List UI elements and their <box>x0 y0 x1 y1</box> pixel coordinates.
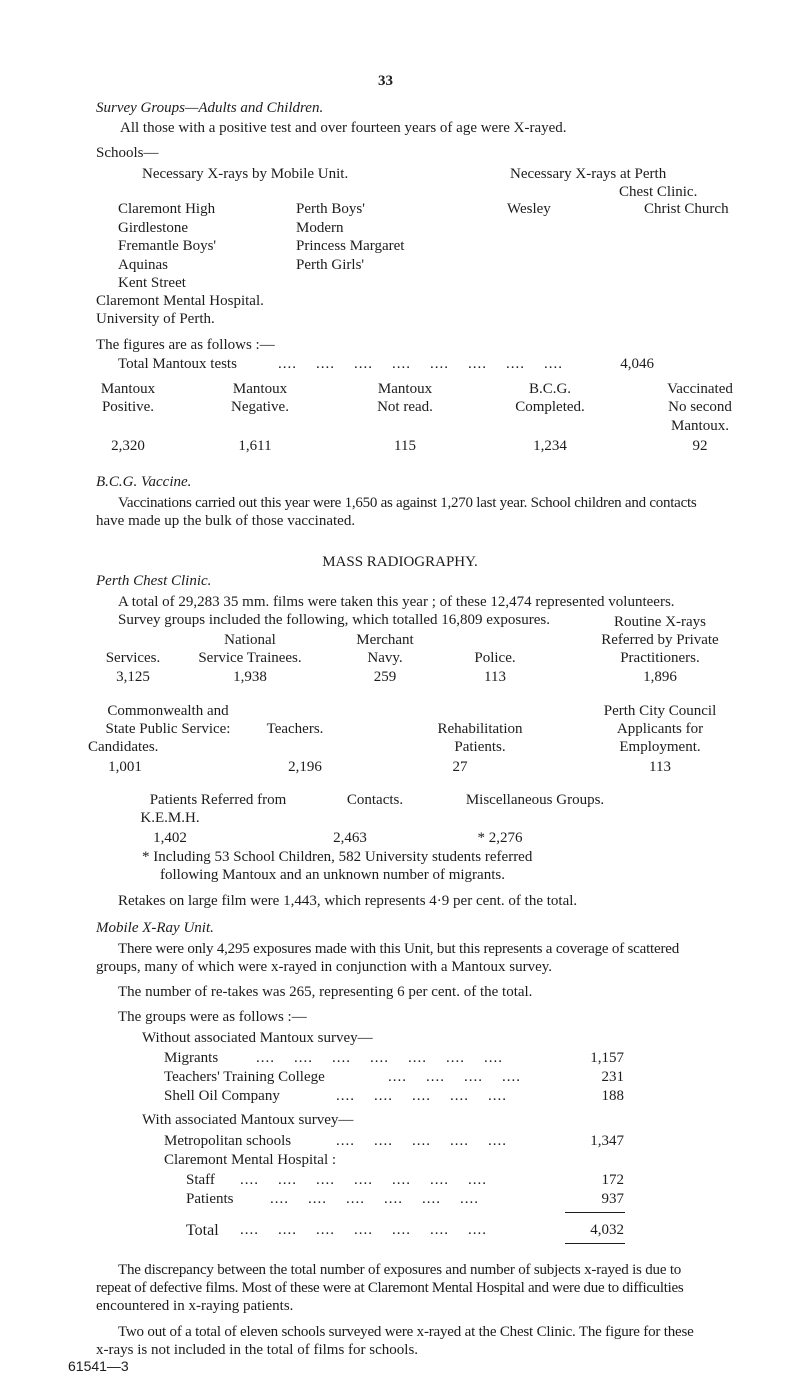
group-header: Patients Referred from <box>149 792 287 808</box>
group-header: Applicants for <box>616 721 704 737</box>
mobile-text-1: There were only 4,295 exposures made with this Unit, but this represents a coverage of scattered <box>118 941 680 957</box>
group-label: Teachers' Training College <box>164 1069 325 1085</box>
mobile-text-2: groups, many of which were x-rayed in conjunction with a Mantoux survey. <box>96 959 552 975</box>
group-value: 113 <box>484 669 506 685</box>
schools-note-1: Two out of a total of eleven schools surveyed were x-rayed at the Chest Clinic. The figure for these <box>118 1324 694 1340</box>
group-value: 1,402 <box>153 830 187 846</box>
dot-leader: .... .... .... .... <box>388 1069 521 1085</box>
discrepancy-text-2: repeat of defective films. Most of these were at Claremont Mental Hospital and were due to difficulties <box>96 1280 684 1296</box>
total-mantoux-label: Total Mantoux tests <box>118 356 237 372</box>
group-value: 1,347 <box>590 1133 624 1149</box>
group-header: Patients. <box>454 739 506 755</box>
total-label: Total <box>186 1222 219 1239</box>
dot-leader: .... .... .... .... .... .... <box>270 1191 479 1207</box>
clinic-heading: Perth Chest Clinic. <box>96 573 212 589</box>
discrepancy-text-1: The discrepancy between the total number of exposures and number of subjects x-rayed is due to <box>118 1262 682 1278</box>
group-header: State Public Service: <box>105 721 231 737</box>
mantoux-value: 2,320 <box>111 438 145 454</box>
mantoux-value: 1,611 <box>238 438 272 454</box>
schools-label: Schools— <box>96 145 159 161</box>
clinic-heading-2: Chest Clinic. <box>619 184 698 200</box>
group-value: 231 <box>601 1069 624 1085</box>
total-rule <box>565 1212 625 1213</box>
mantoux-value: 1,234 <box>533 438 567 454</box>
group-header: Service Trainees. <box>198 650 302 666</box>
mobile-retakes: The number of re-takes was 265, representing 6 per cent. of the total. <box>118 984 533 1000</box>
mobile-heading: Necessary X-rays by Mobile Unit. <box>142 166 349 182</box>
dot-leader: .... .... .... .... .... .... .... <box>256 1050 503 1066</box>
bcg-heading: B.C.G. Vaccine. <box>96 474 192 490</box>
group-label: Staff <box>186 1172 215 1188</box>
dot-leader: .... .... .... .... .... .... .... <box>240 1172 487 1188</box>
group-value: 1,896 <box>643 669 677 685</box>
group-value: 172 <box>601 1172 624 1188</box>
group-header: Teachers. <box>266 721 324 737</box>
mass-radiography-title: MASS RADIOGRAPHY. <box>322 554 478 570</box>
mantoux-header: Completed. <box>515 399 585 415</box>
discrepancy-text-3: encountered in x-raying patients. <box>96 1298 294 1314</box>
group-header: Police. <box>474 650 516 666</box>
group-value: 1,938 <box>233 669 267 685</box>
mantoux-header: No second <box>668 399 732 415</box>
dot-leader: .... .... .... .... .... .... .... <box>240 1222 487 1238</box>
school-item: Perth Girls' <box>296 257 365 273</box>
group-header: Miscellaneous Groups. <box>465 792 605 808</box>
group-header: K.E.M.H. <box>140 810 200 826</box>
bcg-text-2: have made up the bulk of those vaccinated. <box>96 513 356 529</box>
total-value: 4,032 <box>590 1222 624 1238</box>
mass-retakes: Retakes on large film were 1,443, which represents 4·9 per cent. of the total. <box>118 893 578 909</box>
group-label: Shell Oil Company <box>164 1088 280 1104</box>
group-value: 2,463 <box>333 830 367 846</box>
dot-leader: .... .... .... .... .... .... .... .... <box>278 356 563 372</box>
group-header: Merchant <box>356 632 414 648</box>
schools-note-2: x-rays is not included in the total of films for schools. <box>96 1342 419 1358</box>
groups-intro: The groups were as follows :— <box>118 1009 307 1025</box>
mantoux-header: Negative. <box>231 399 289 415</box>
total-rule <box>565 1243 625 1244</box>
group-header: Employment. <box>619 739 701 755</box>
mantoux-header: Mantoux. <box>671 418 729 434</box>
mantoux-header: Not read. <box>377 399 433 415</box>
clinic-heading-1: Necessary X-rays at Perth <box>510 166 667 182</box>
group-value: 2,196 <box>288 759 322 775</box>
mantoux-header: Positive. <box>101 399 155 415</box>
school-item: Aquinas <box>118 257 168 273</box>
mass-text-1: A total of 29,283 35 mm. films were taken this year ; of these 12,474 represented volunteers. <box>118 594 675 610</box>
group-label: Patients <box>186 1191 234 1207</box>
school-item: Perth Boys' <box>296 201 365 217</box>
group-value: 1,001 <box>108 759 142 775</box>
group-value: 937 <box>601 1191 624 1207</box>
school-item: University of Perth. <box>96 311 215 327</box>
school-item: Kent Street <box>118 275 186 291</box>
school-item: Girdlestone <box>118 220 188 236</box>
survey-heading: Survey Groups—Adults and Children. <box>96 100 324 116</box>
school-item: Fremantle Boys' <box>118 238 217 254</box>
bcg-text-1: Vaccinations carried out this year were 1,650 as against 1,270 last year. School children and contacts <box>118 495 697 511</box>
footnote: following Mantoux and an unknown number of migrants. <box>160 867 505 883</box>
without-heading: Without associated Mantoux survey— <box>142 1030 373 1046</box>
mantoux-header: Mantoux <box>232 381 288 397</box>
group-header: Perth City Council <box>603 703 717 719</box>
group-header: Practitioners. <box>620 650 700 666</box>
mantoux-value: 115 <box>394 438 416 454</box>
group-value: 1,157 <box>590 1050 624 1066</box>
mass-text-2: Survey groups included the following, which totalled 16,809 exposures. <box>118 612 551 628</box>
with-heading: With associated Mantoux survey— <box>142 1112 354 1128</box>
dot-leader: .... .... .... .... .... <box>336 1088 507 1104</box>
total-mantoux-value: 4,046 <box>620 356 654 372</box>
school-item: Princess Margaret <box>296 238 405 254</box>
group-header: Candidates. <box>88 739 159 755</box>
school-item: Claremont High <box>118 201 216 217</box>
mantoux-header: B.C.G. <box>528 381 572 397</box>
figures-intro: The figures are as follows :— <box>96 337 275 353</box>
group-value: 27 <box>452 759 468 775</box>
group-value: 3,125 <box>116 669 150 685</box>
survey-intro: All those with a positive test and over fourteen years of age were X-rayed. <box>120 120 567 136</box>
mobile-heading: Mobile X-Ray Unit. <box>96 920 214 936</box>
group-header: Services. <box>105 650 161 666</box>
footnote: * Including 53 School Children, 582 University students referred <box>142 849 533 865</box>
cmh-label: Claremont Mental Hospital : <box>164 1152 337 1168</box>
page-number: 33 <box>378 73 393 89</box>
school-item: Wesley <box>507 201 551 217</box>
dot-leader: .... .... .... .... .... <box>336 1133 507 1149</box>
mantoux-header: Mantoux <box>377 381 433 397</box>
school-item: Modern <box>296 220 344 236</box>
group-header: Contacts. <box>346 792 404 808</box>
mantoux-header: Mantoux <box>100 381 156 397</box>
group-value: 259 <box>373 669 397 685</box>
group-label: Metropolitan schools <box>164 1133 292 1149</box>
group-header: Referred by Private <box>601 632 719 648</box>
group-header: Rehabilitation <box>437 721 523 737</box>
group-value: * 2,276 <box>477 830 523 846</box>
group-header: Routine X-rays <box>613 614 707 630</box>
school-item: Christ Church <box>644 201 729 217</box>
mantoux-header: Vaccinated <box>667 381 733 397</box>
group-header: Navy. <box>367 650 403 666</box>
group-label: Migrants <box>164 1050 219 1066</box>
print-code: 61541—3 <box>68 1358 129 1374</box>
group-value: 188 <box>601 1088 624 1104</box>
group-header: Commonwealth and <box>107 703 229 719</box>
group-header: National <box>224 632 276 648</box>
school-item: Claremont Mental Hospital. <box>96 293 264 309</box>
mantoux-value: 92 <box>692 438 708 454</box>
group-value: 113 <box>649 759 671 775</box>
